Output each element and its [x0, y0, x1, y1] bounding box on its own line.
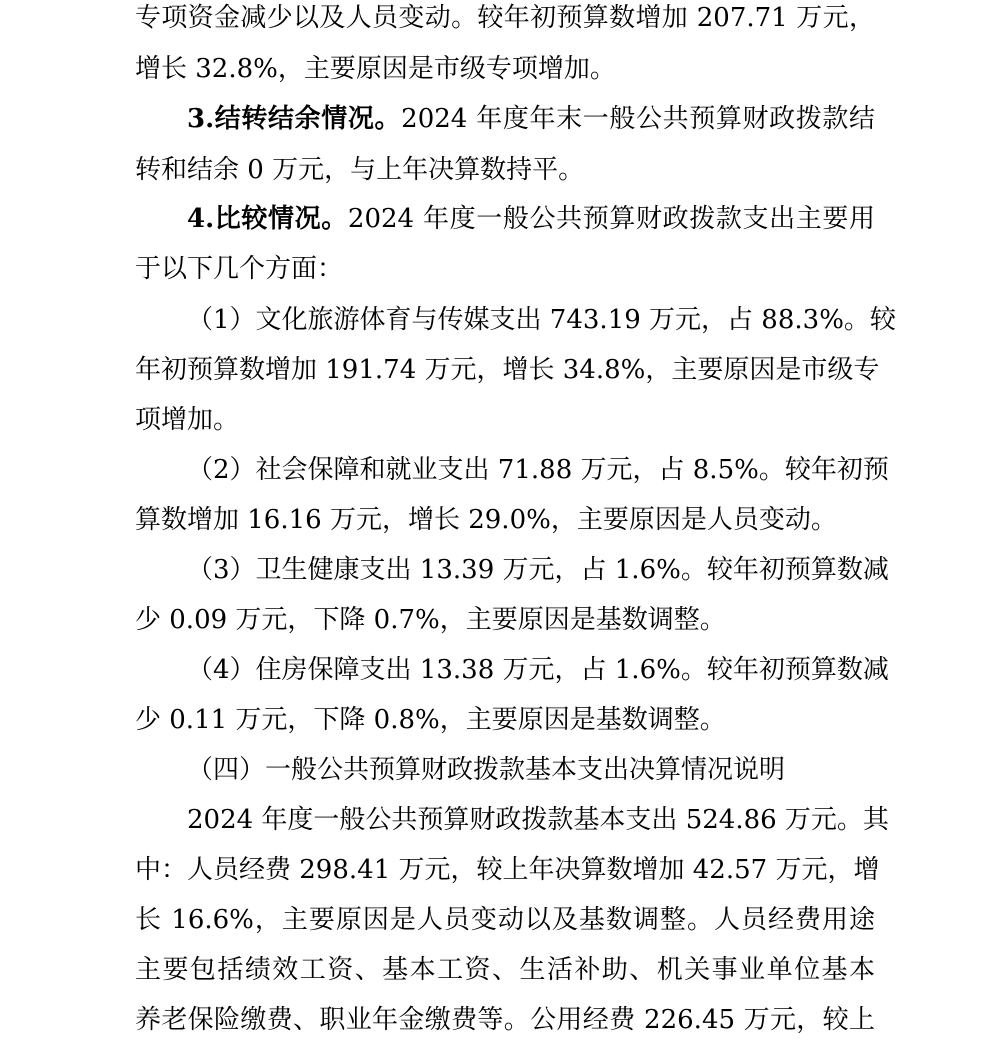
text-line: 长 16.6%，主要原因是人员变动以及基数调整。人员经费用途 [135, 905, 875, 935]
text-line: 算数增加 16.16 万元，增长 29.0%，主要原因是人员变动。 [135, 505, 837, 535]
text-line: 增长 32.8%，主要原因是市级专项增加。 [135, 54, 616, 84]
text-line: 中：人员经费 298.41 万元，较上年决算数增加 42.57 万元，增 [135, 855, 880, 885]
text-line: （4）住房保障支出 13.38 万元，占 1.6%。较年初预算数减 [187, 655, 889, 685]
text-line: 于以下几个方面： [135, 254, 344, 284]
text-line: 专项资金减少以及人员变动。较年初预算数增加 207.71 万元， [135, 3, 875, 33]
text-line: 养老保险缴费、职业年金缴费等。公用经费 226.45 万元，较上 [135, 1005, 875, 1035]
text-line: 少 0.11 万元，下降 0.8%，主要原因是基数调整。 [135, 705, 726, 735]
section-heading: 4.比较情况。 [187, 204, 348, 234]
text-line: 转和结余 0 万元，与上年决算数持平。 [135, 155, 585, 185]
text-line: 少 0.09 万元，下降 0.7%，主要原因是基数调整。 [135, 605, 726, 635]
subsection-heading: （四）一般公共预算财政拨款基本支出决算情况说明 [187, 755, 786, 785]
text-span: 2024 年度一般公共预算财政拨款支出主要用 [347, 204, 875, 234]
text-line: 2024 年度一般公共预算财政拨款基本支出 524.86 万元。其 [187, 805, 889, 835]
text-line: （3）卫生健康支出 13.39 万元，占 1.6%。较年初预算数减 [187, 555, 889, 585]
paragraph-comparison [187, 199, 875, 239]
text-line: （1）文化旅游体育与传媒支出 743.19 万元，占 88.3%。较 [187, 305, 896, 335]
text-line: 项增加。 [135, 405, 240, 435]
text-span: 2024 年度年末一般公共预算财政拨款结 [401, 104, 875, 134]
paragraph-carry-over [187, 99, 875, 139]
text-line: 主要包括绩效工资、基本工资、生活补助、机关事业单位基本 [135, 955, 875, 985]
text-line: （2）社会保障和就业支出 71.88 万元，占 8.5%。较年初预 [187, 455, 889, 485]
section-heading: 3.结转结余情况。 [187, 104, 402, 134]
text-line: 年初预算数增加 191.74 万元，增长 34.8%，主要原因是市级专 [135, 355, 880, 385]
